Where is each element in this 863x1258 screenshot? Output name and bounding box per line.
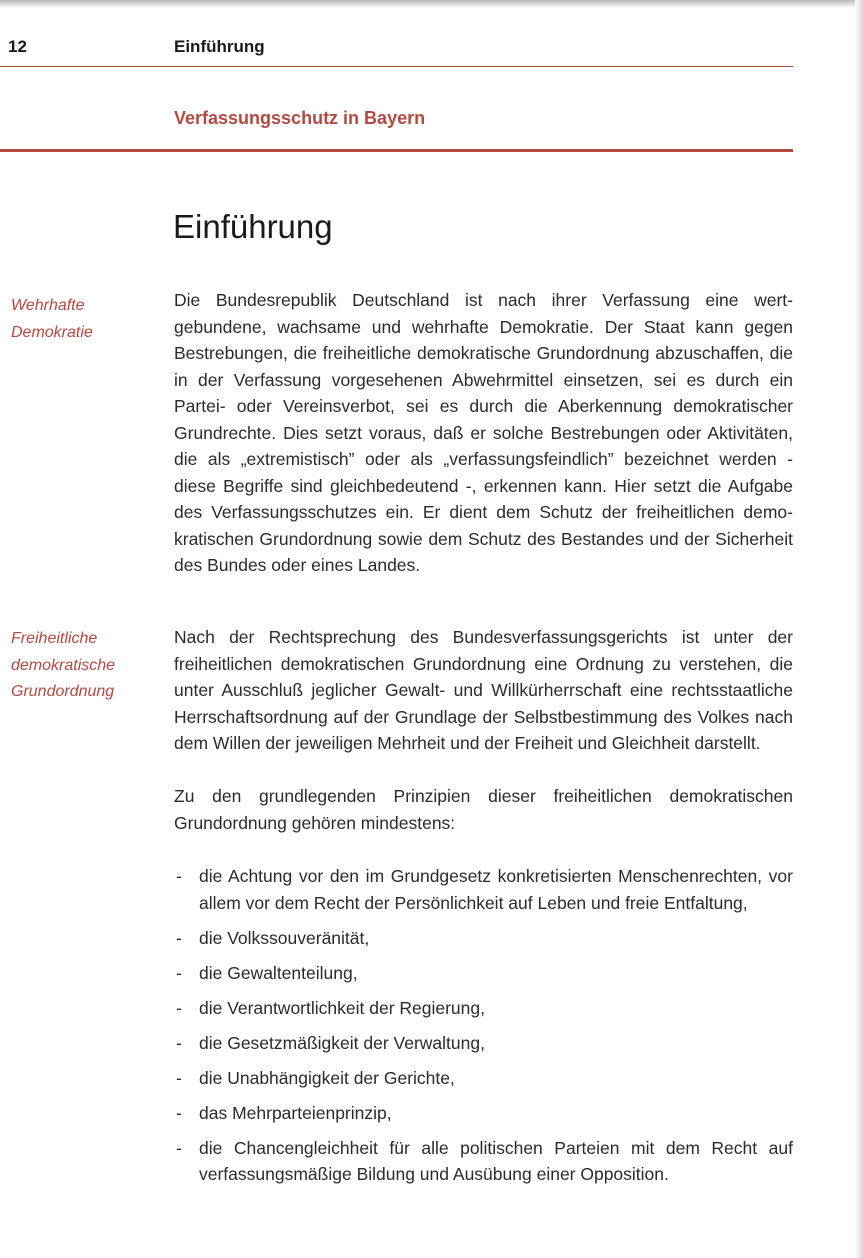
margin-note-line: Wehrhafte bbox=[11, 297, 85, 314]
list-marker: - bbox=[176, 1032, 182, 1053]
list-item bbox=[174, 863, 793, 916]
list-item bbox=[174, 925, 793, 952]
chapter-title: Einführung bbox=[173, 208, 333, 245]
list-marker: - bbox=[176, 927, 182, 948]
page-number: 12 bbox=[8, 37, 27, 56]
running-title: Einführung bbox=[174, 37, 265, 56]
list-marker: - bbox=[176, 1137, 182, 1158]
list-marker: - bbox=[176, 997, 182, 1018]
list-item bbox=[174, 1100, 793, 1127]
margin-note-freiheitliche-grundordnung bbox=[11, 626, 161, 706]
paragraph-prinzipien: Zu den grundlegenden Prinzipien dieser freiheitlichen demokratischen Grundordnung gehören mindestens: bbox=[174, 786, 793, 833]
list-marker: - bbox=[176, 866, 182, 886]
header-rule bbox=[0, 66, 793, 67]
list-item-text: die Gesetzmäßigkeit der Verwaltung, bbox=[199, 1032, 485, 1053]
list-item bbox=[174, 1030, 793, 1057]
list-marker: - bbox=[176, 1102, 182, 1123]
margin-note-line: Freiheitliche bbox=[11, 630, 98, 647]
list-item bbox=[174, 995, 793, 1022]
paragraph-wehrhafte-demokratie: Die Bundesrepublik Deutschland ist nach ihrer Verfassung eine wertgebundene, wachsame und wehrhafte Demokratie. Der Staat kann gegen Bestrebungen, die freiheitliche demokratische Grundordnung abzuschaffen, die in der Verfassung vorgesehenen Abwehrmittel einsetzen, sei es durch ein Partei- oder Vereinsverbot, sei es durch die Aberkennung demokratischer Grundrechte. Dies setzt voraus, daß er solche Bestrebungen oder Aktivitäten, die als „extremistisch” oder als „verfassungsfeindlich” bezeichnet werden - diese Begriffe sind gleichbedeutend -, erkennen kann. Hier setzt die Aufgabe des Verfassungsschutzes ein. Er dient dem Schutz der freiheitlichen demokratischen Grundordnung sowie dem Schutz des Bestandes und der Sicherheit des Bundes oder eines Landes. bbox=[174, 290, 793, 575]
scan-right-shadow bbox=[855, 0, 863, 1258]
margin-note-wehrhafte-demokratie bbox=[11, 293, 161, 346]
list-item-text: die Unabhängigkeit der Gerichte, bbox=[199, 1067, 455, 1088]
list-item bbox=[174, 1065, 793, 1092]
margin-note-line: Demokratie bbox=[11, 323, 93, 341]
section-label: Verfassungsschutz in Bayern bbox=[174, 108, 426, 128]
list-marker: - bbox=[176, 1067, 182, 1088]
paragraph-rechtsprechung: Nach der Rechtsprechung des Bundesverfassungsgerichts ist unter der freiheitlichen demokratischen Grundordnung eine Ordnung zu verstehen, die unter Ausschluß jeglicher Gewalt- und Willkürherrschaft eine rechtsstaatliche Herrschaftsordnung auf der Grundlage der Selbstbestimmung des Volkes nach dem Willen der jeweiligen Mehrheit und der Freiheit und Gleichheit darstellt. bbox=[174, 627, 793, 753]
list-marker: - bbox=[176, 962, 182, 983]
list-item-text: die Volkssouveränität, bbox=[199, 927, 370, 948]
list-item-text: die Gewaltenteilung, bbox=[199, 962, 358, 983]
list-item-text: die Verantwortlichkeit der Regierung, bbox=[199, 997, 485, 1018]
margin-note-line: demokratische bbox=[11, 656, 116, 674]
margin-note-line: Grundordnung bbox=[11, 683, 115, 700]
list-item-text: das Mehrparteienprinzip, bbox=[199, 1102, 392, 1123]
section-rule bbox=[0, 149, 793, 152]
principles-list bbox=[174, 863, 793, 1196]
list-item-text: die Achtung vor den im Grundgesetz konkretisierten Menschenrechten, vor allem vor dem Recht der Persönlichkeit auf Leben und freie Entfaltung, bbox=[199, 866, 793, 913]
list-item bbox=[174, 1135, 793, 1188]
list-item-text: die Chancengleichheit für alle politischen Parteien mit dem Recht auf verfassungsmäßige Bildung und Ausübung einer Opposition. bbox=[199, 1137, 793, 1184]
scan-top-shadow bbox=[0, 0, 863, 8]
list-item bbox=[174, 960, 793, 987]
